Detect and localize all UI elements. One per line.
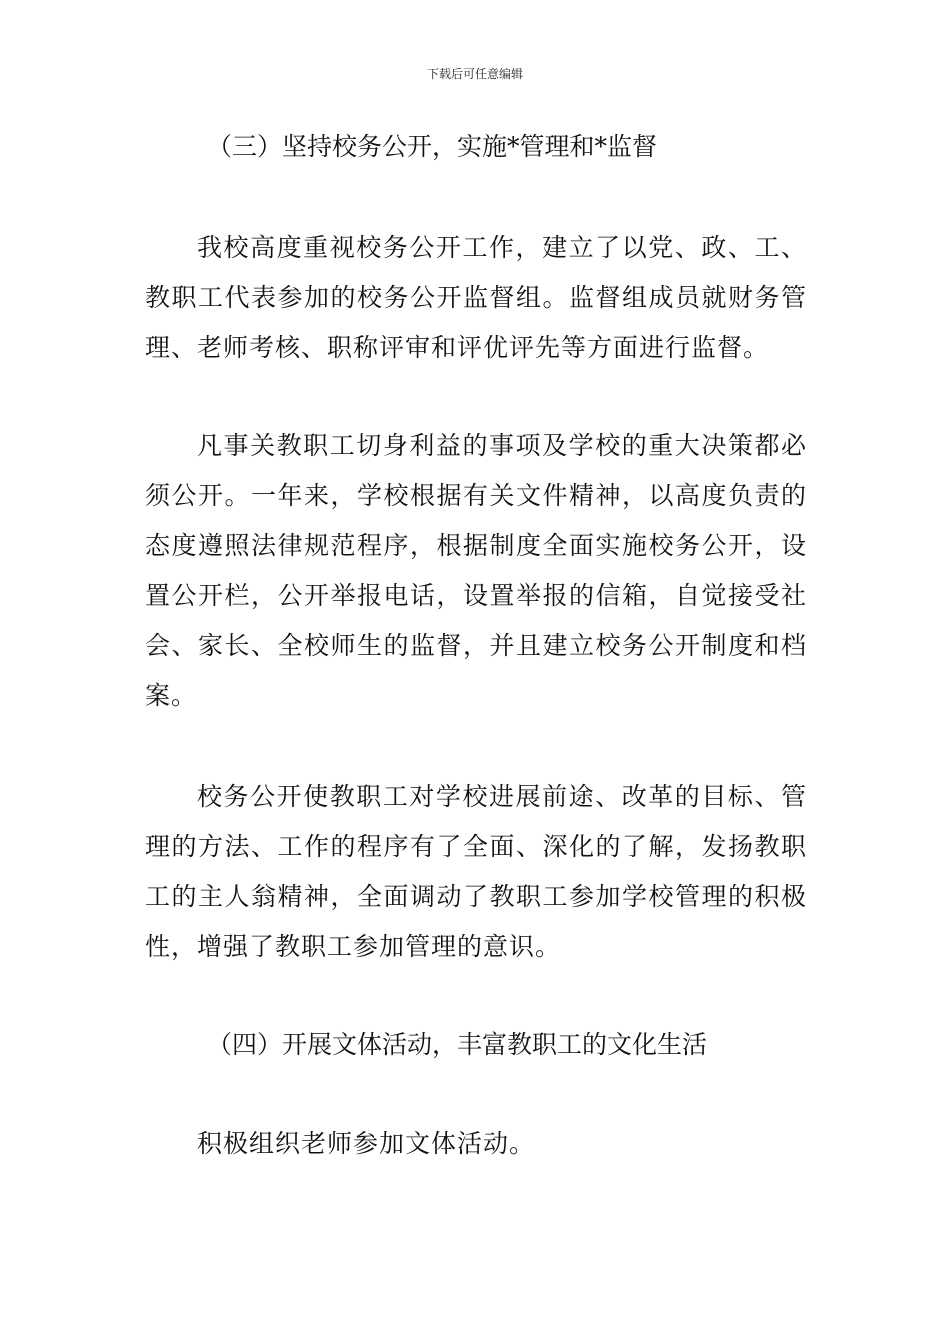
section-heading-3: （三）坚持校务公开，实施*管理和*监督 [207,132,658,161]
paragraph: 我校高度重视校务公开工作，建立了以党、政、工、教职工代表参加的校务公开监督组。监督组成员就财务管理、老师考核、职称评审和评优评先等方面进行监督。 [145,233,807,362]
paragraph: 凡事关教职工切身利益的事项及学校的重大决策都必须公开。一年来，学校根据有关文件精神，以高度负责的态度遵照法律规范程序，根据制度全面实施校务公开，设置公开栏，公开举报电话，设置举报的信箱，自觉接受社会、家长、全校师生的监督，并且建立校务公开制度和档案。 [145,431,807,710]
paragraph: 积极组织老师参加文体活动。 [197,1129,536,1158]
paragraph: 校务公开使教职工对学校进展前途、改革的目标、管理的方法、工作的程序有了全面、深化的了解，发扬教职工的主人翁精神，全面调动了教职工参加学校管理的积极性，增强了教职工参加管理的意识。 [145,782,807,961]
page-header-note: 下载后可任意编辑 [426,67,523,81]
section-heading-4: （四）开展文体活动，丰富教职工的文化生活 [207,1030,708,1059]
